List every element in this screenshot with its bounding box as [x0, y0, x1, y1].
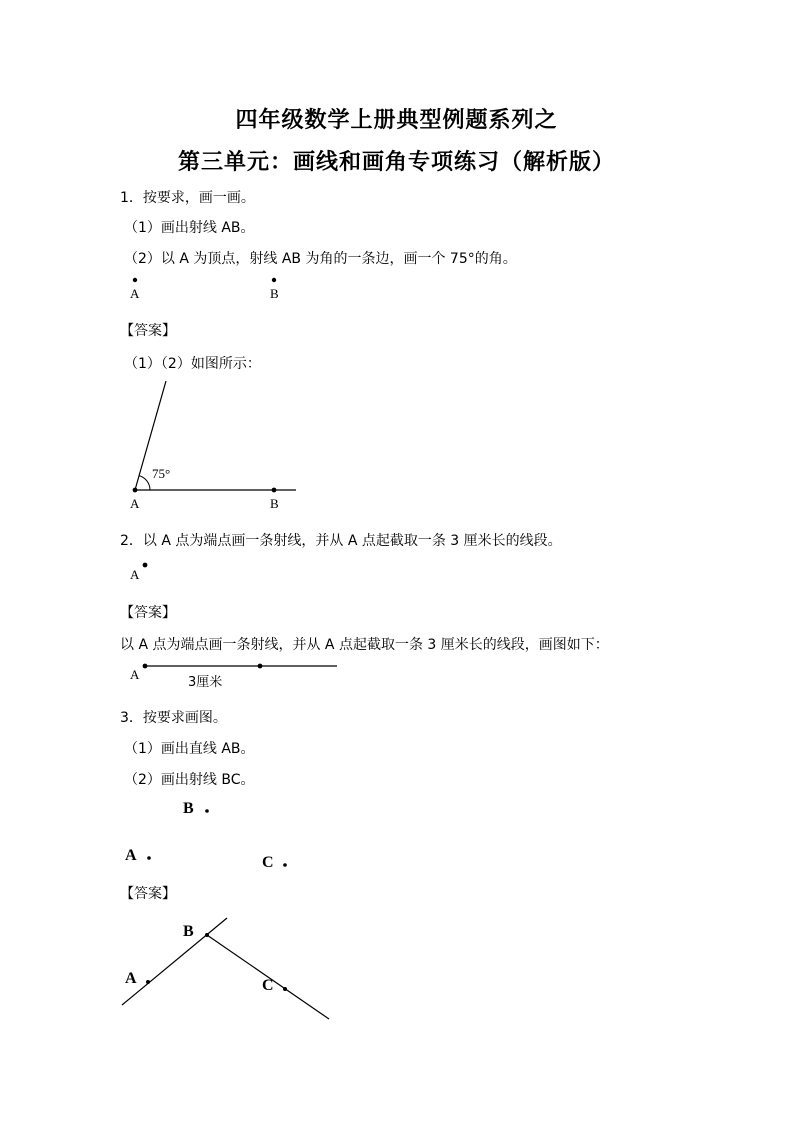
- q3-part2: （2）画出射线 BC。: [124, 772, 255, 788]
- q1-angle-label: 75°: [152, 466, 171, 481]
- q3-point-c-label: C: [262, 854, 274, 871]
- q1-part1: （1）画出射线 AB。: [124, 220, 255, 236]
- q3-point-a-label: A: [125, 847, 137, 864]
- q3-stem: 3．按要求画图。: [120, 710, 227, 726]
- q1-stem: 1．按要求，画一画。: [120, 190, 255, 206]
- q2-stem: 2．以 A 点为端点画一条射线，并从 A 点起截取一条 3 厘米长的线段。: [120, 533, 562, 549]
- q1-answer-point-a-label: A: [130, 496, 140, 511]
- q3-answer-heading: 【答案】: [120, 886, 176, 902]
- document-subtitle: 第三单元：画线和画角专项练习（解析版）: [177, 150, 615, 175]
- q2-answer-point-a-label: A: [130, 667, 140, 682]
- q1-point-a-label: A: [130, 286, 140, 301]
- q3-answer-point-b-label: B: [183, 923, 194, 940]
- q1-answer-text: （1）（2）如图所示：: [124, 356, 261, 372]
- q3-answer-point-a-label: A: [125, 970, 137, 987]
- q2-answer-text: 以 A 点为端点画一条射线，并从 A 点起截取一条 3 厘米长的线段，画图如下：: [120, 637, 609, 653]
- q1-part2: （2）以 A 为顶点，射线 AB 为角的一条边，画一个 75°的角。: [124, 251, 517, 267]
- q1-point-b-label: B: [270, 286, 279, 301]
- q2-answer-heading: 【答案】: [120, 605, 176, 621]
- q3-part1: （1）画出直线 AB。: [124, 741, 255, 757]
- q3-point-b-label: B: [183, 800, 194, 817]
- q1-answer-heading: 【答案】: [120, 323, 176, 339]
- q3-answer-point-c-label: C: [262, 977, 274, 994]
- q2-segment-label: 3厘米: [188, 675, 223, 690]
- q2-point-a-label: A: [130, 567, 140, 582]
- document-title: 四年级数学上册典型例题系列之: [235, 108, 558, 133]
- q1-answer-point-b-label: B: [270, 496, 279, 511]
